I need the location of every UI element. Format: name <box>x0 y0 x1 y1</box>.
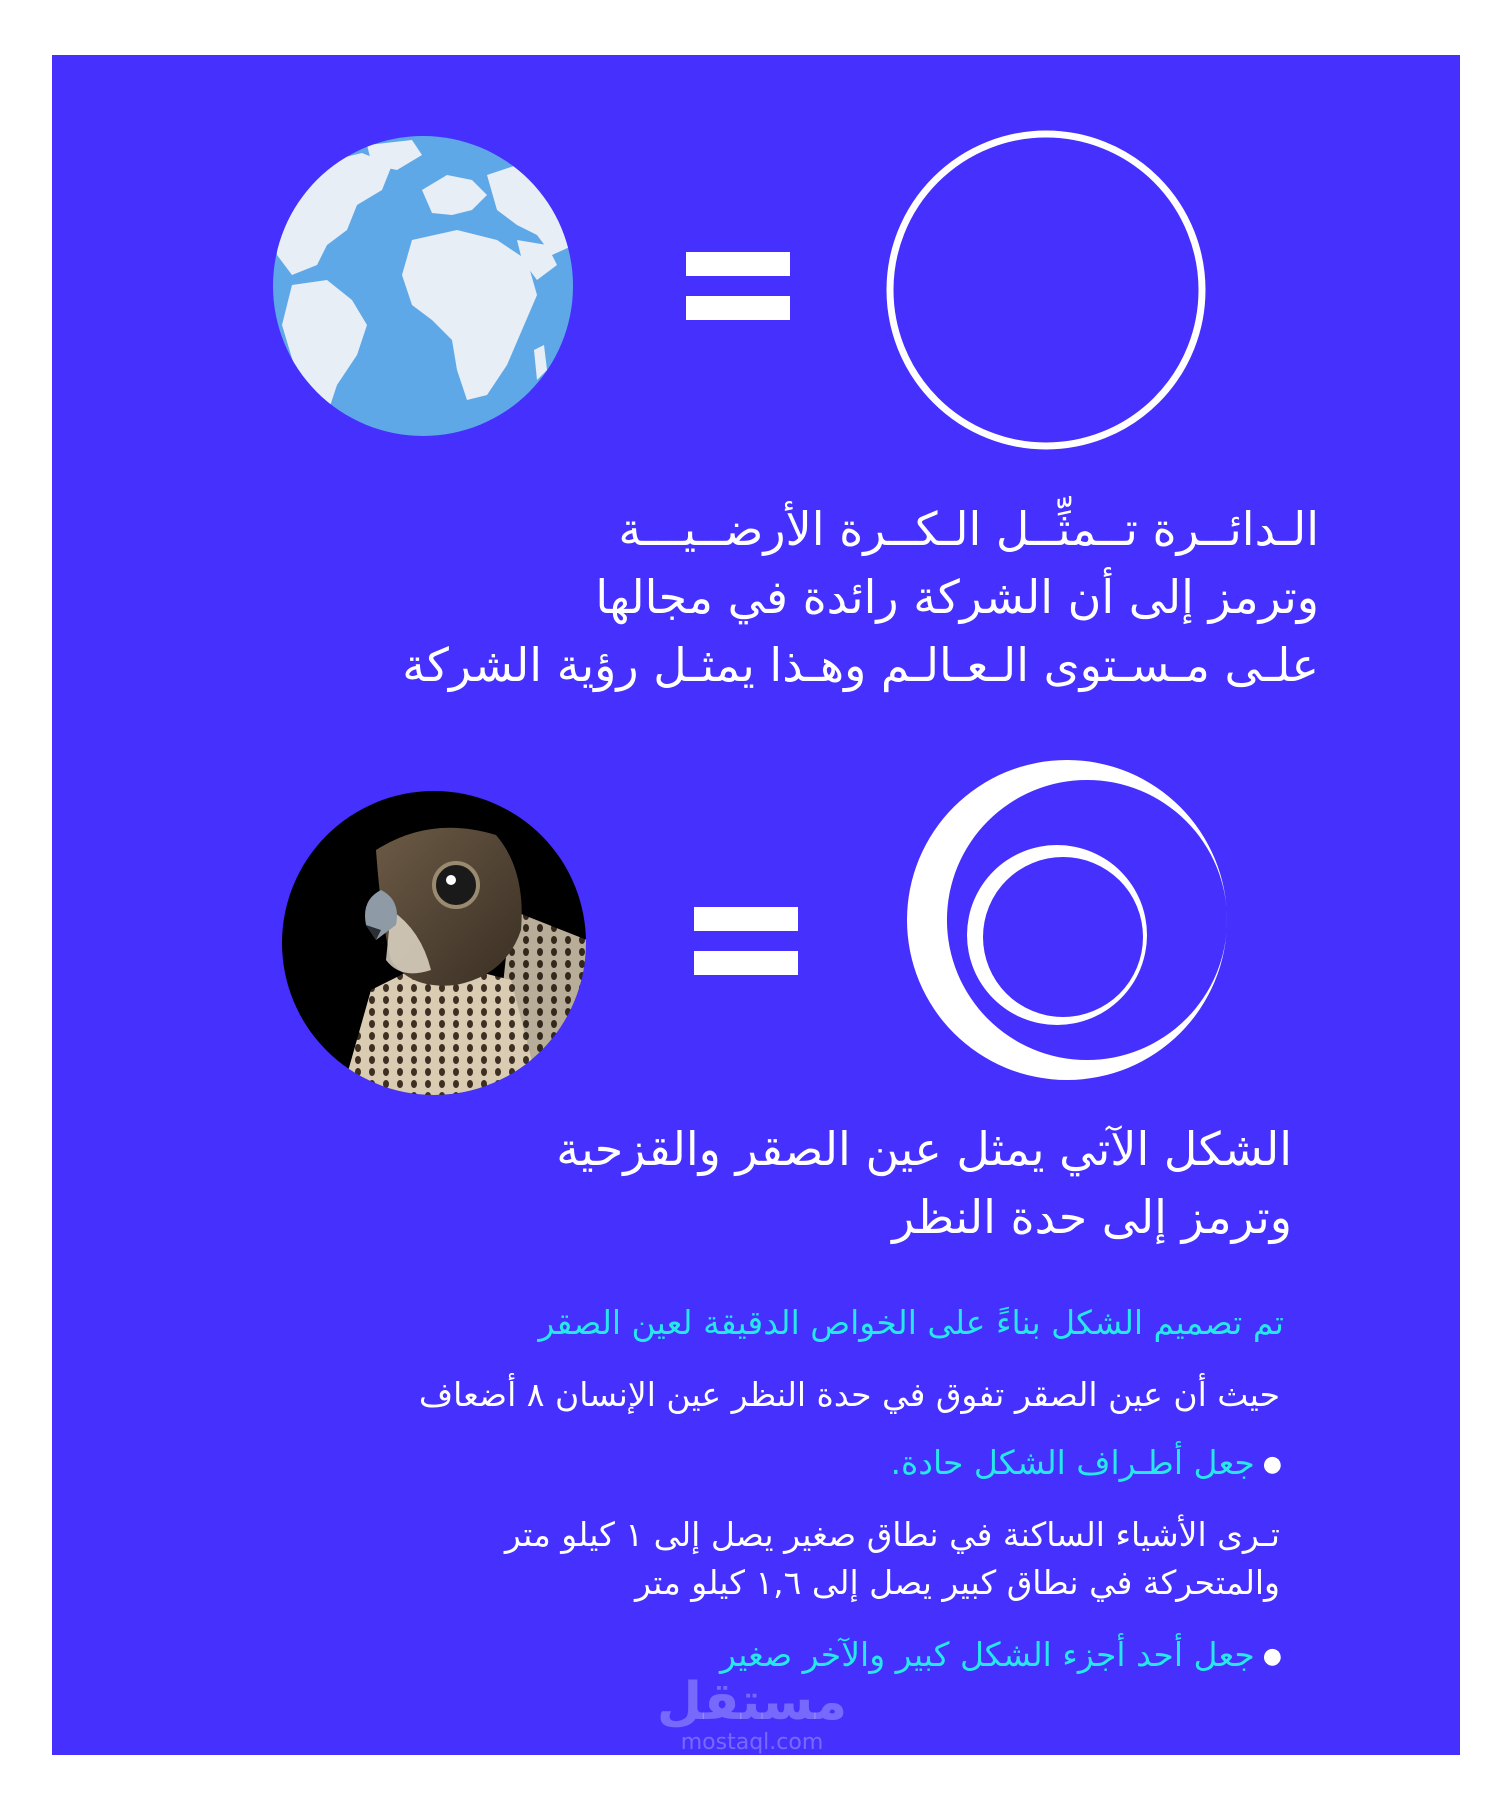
details-bullet-1-text: جعل أطـراف الشكل حادة. <box>890 1443 1255 1482</box>
section2-line-2: وترمز إلى حدة النظر <box>892 1190 1292 1244</box>
circle-logo-shape <box>882 130 1212 450</box>
details-paragraph-2-line-2: والمتحركة في نطاق كبير يصل إلى ١,٦ كيلو متر <box>634 1563 1280 1602</box>
details-heading: تم تصميم الشكل بناءً على الخواص الدقيقة لعين الصقر <box>538 1303 1284 1342</box>
watermark-logo <box>652 1673 852 1755</box>
details-bullet-1 <box>891 1441 1282 1487</box>
section1-line-2: وترمز إلى أن الشركة رائدة في مجالها <box>595 570 1319 624</box>
infographic-panel <box>52 55 1460 1755</box>
section1-line-1: الـدائــرة تــمثِّــل الـكــرة الأرضــيـــة <box>618 502 1319 556</box>
watermark-latin: mostaql.com <box>680 1730 824 1755</box>
double-ring-logo-shape <box>897 750 1237 1090</box>
bullet-dot-icon: ● <box>1262 1643 1282 1669</box>
falcon-photo <box>281 790 587 1096</box>
section1-line-3: علـى مـسـتوى الـعـالـم وهـذا يمثـل رؤية الشركة <box>402 638 1319 692</box>
equals-sign-icon-bottom-upper <box>694 907 798 931</box>
equals-sign-icon-top-upper <box>686 252 790 276</box>
watermark-arabic: مستقل <box>656 1672 848 1732</box>
section2-line-1: الشكل الآتي يمثل عين الصقر والقزحية <box>556 1122 1292 1176</box>
details-bullet-2-text: جعل أحد أجزء الشكل كبير والآخر صغير <box>720 1635 1255 1674</box>
equals-sign-icon-bottom-lower <box>694 951 798 975</box>
equals-sign-icon-top-lower <box>686 296 790 320</box>
details-paragraph-1: حيث أن عين الصقر تفوق في حدة النظر عين الإنسان ٨ أضعاف <box>418 1375 1280 1414</box>
details-paragraph-2-line-1: تـرى الأشياء الساكنة في نطاق صغير يصل إلى ١ كيلو متر <box>504 1515 1280 1554</box>
earth-globe-icon <box>272 135 574 437</box>
bullet-dot-icon: ● <box>1262 1451 1282 1477</box>
